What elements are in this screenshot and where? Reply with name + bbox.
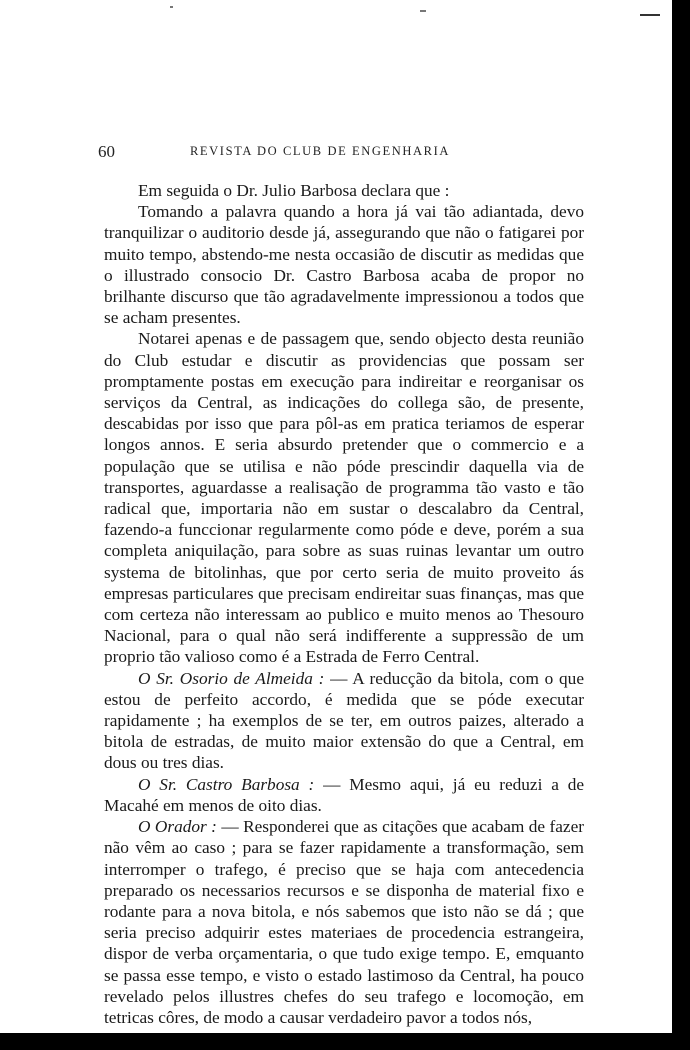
scan-speck	[640, 14, 660, 16]
paragraph	[104, 328, 584, 667]
page-number: 60	[98, 142, 115, 161]
speaker-dash: —	[314, 774, 350, 794]
paragraph-text: Notarei apenas e de passagem que, sendo objecto desta reunião do Club estudar e discutir as providencias que possam ser promptamente postas em execução para indireitar e reorganisar os serviços da Central, as indicações do collega são, de presente, descabidas por isso que para pôl-as em pratica teriamos de esperar longos annos. E seria absurdo pretender que o commercio e a população que se utilisa e não póde prescindir daquella via de transportes, aguardasse a realisação de programma tão vasto e tão radical que, importaria não em sustar o descalabro da Central, fazendo-a funccionar regularmente como póde e deve, porém a sua completa aniquilação, para sobre as suas ruinas levantar um outro systema de bitolinhas, que por certo seria de muito proveito ás empresas particulares que precisam endireitar suas finanças, mas que com certeza não interessam ao publico e muito menos ao Thesouro Nacional, para o qual não será indifferente a suppressão de um proprio tão valioso como é a Estrada de Ferro Central.	[104, 329, 584, 667]
paragraph-text: A reducção da bitola, com o que estou de perfeito accordo, é medida que se póde executar rapidamente ; ha exemplos de se ter, em outros paizes, alterado a bitola de estradas, de muito maior extensão do que a Central, em dous ou tres dias.	[104, 668, 584, 773]
speaker-name: O Sr. Castro Barbosa :	[138, 774, 315, 794]
paragraph-speech	[104, 668, 584, 774]
paragraph-text: Tomando a palavra quando a hora já vai tão adiantada, devo tranquilizar o auditorio desde já, assegurando que não o fatigarei por muito tempo, abstendo-me nesta occasião de discutir as medidas que o illustrado consocio Dr. Castro Barbosa acaba de propor no brilhante discurso que tão agradavelmente impressionou a todos que se acham presentes.	[104, 202, 584, 328]
paragraph	[104, 201, 584, 328]
body-text	[104, 180, 584, 1028]
paragraph-speech	[104, 816, 584, 1028]
running-head: REVISTA DO CLUB DE ENGENHARIA	[190, 144, 450, 158]
paragraph-text: Mesmo aqui, já eu reduzi a de Macahé em menos de oito dias.	[104, 774, 585, 815]
speaker-name: O Orador :	[138, 817, 217, 837]
scan-speck	[170, 6, 173, 8]
paragraph-intro	[104, 180, 584, 201]
paragraph-text: Responderei que as citações que acabam de fazer não vêm ao caso ; para se fazer rapidamente a transformação, sem interromper o trafego, é preciso que se haja com antecedencia preparado os necessarios recursos e se disponha de material fixo e rodante para a nova bitola, e nós sabemos que isto não se dá ; que seria preciso adquirir estes materiaes de procedencia estrangeira, dispor de verba orçamentaria, o que tudo exige tempo. E, emquanto se passa esse tempo, e visto o estado lastimoso da Central, ha pouco revelado pelos illustres chefes do seu trafego e locomoção, em tetricas côres, de modo a causar verdadeiro pavor a todos nós,	[104, 817, 585, 1027]
scan-speck	[420, 10, 426, 12]
speaker-dash: —	[324, 668, 353, 688]
paragraph-text: Em seguida o Dr. Julio Barbosa declara que :	[138, 181, 450, 200]
paragraph-speech	[104, 774, 584, 816]
speaker-name: O Sr. Osorio de Almeida :	[138, 668, 325, 688]
speaker-dash: —	[216, 817, 244, 837]
page-header	[98, 142, 590, 160]
